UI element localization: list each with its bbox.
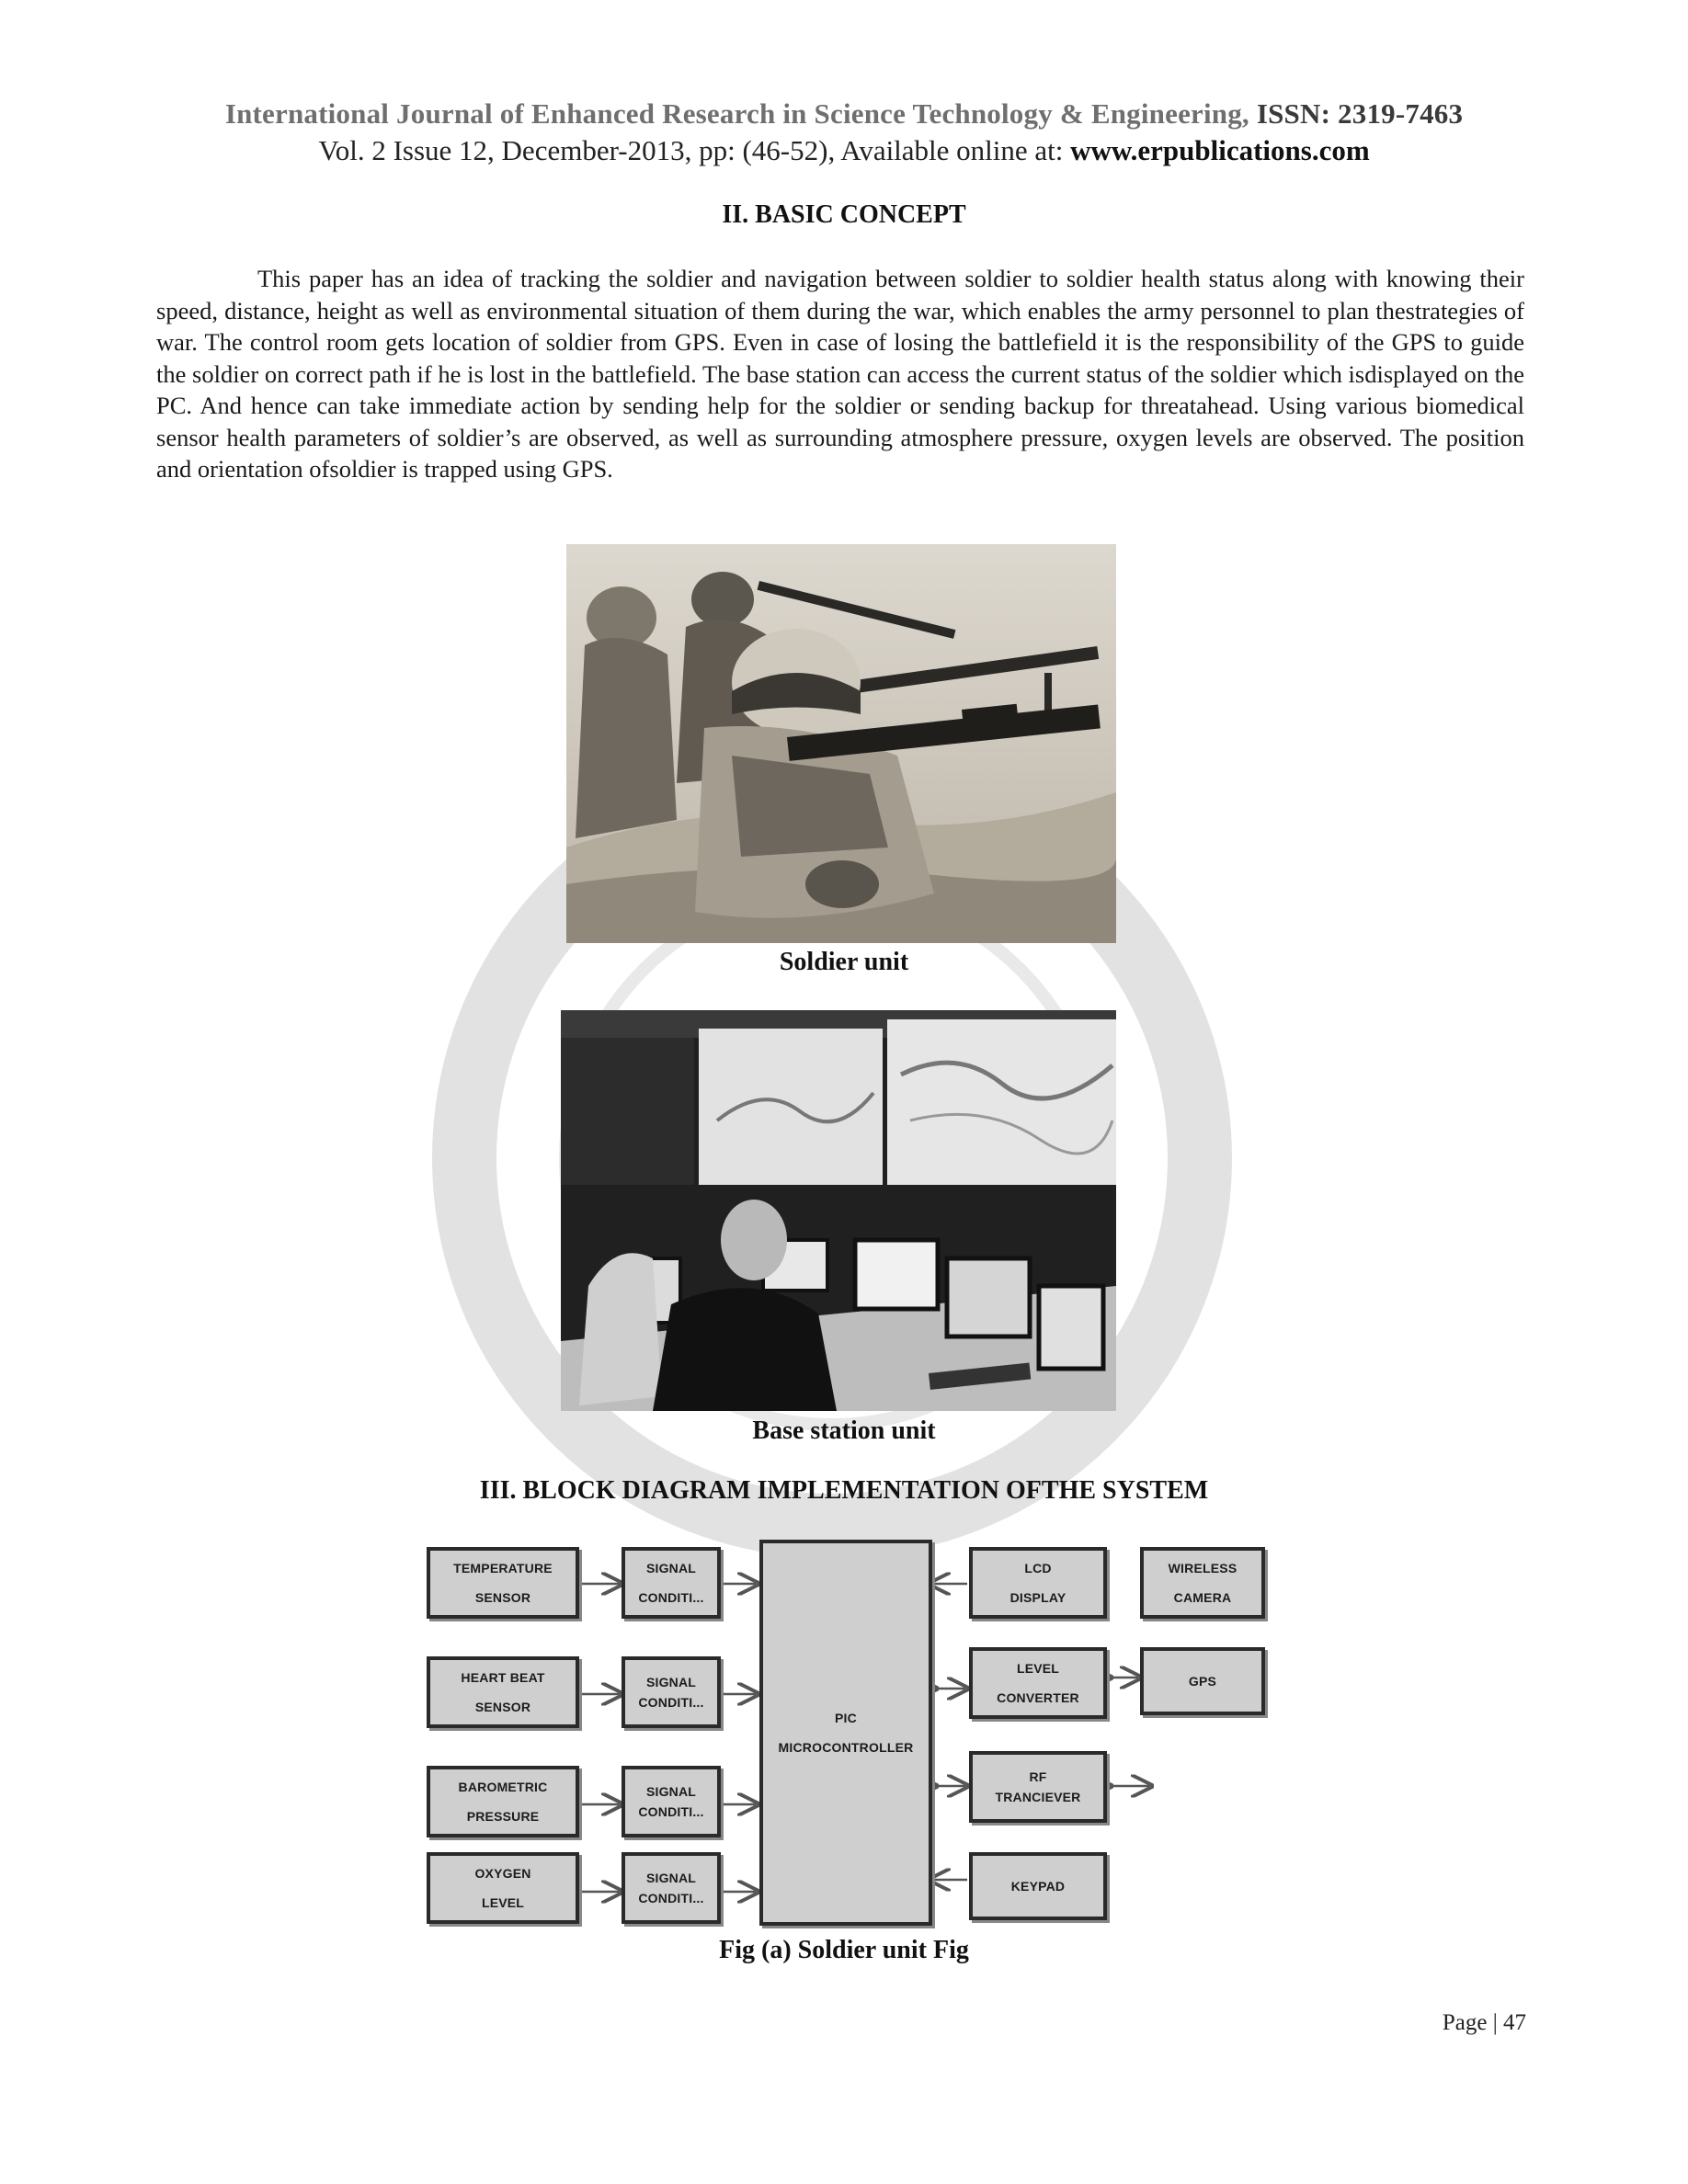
temperature-sensor-block: TEMPERATURE SENSOR	[427, 1547, 579, 1619]
oxygen-level-block: OXYGEN LEVEL	[427, 1852, 579, 1924]
level-converter-block: LEVEL CONVERTER	[969, 1647, 1107, 1719]
rf-transceiver-block: RF TRANCIEVER	[969, 1751, 1107, 1823]
volume-info: Vol. 2 Issue 12, December-2013, pp: (46-52), Available online at:	[318, 134, 1064, 166]
section-heading-basic-concept: II. BASIC CONCEPT	[722, 200, 966, 229]
signal-conditioner-block: SIGNAL CONDITI...	[622, 1547, 721, 1619]
section-heading-block-diagram: III. BLOCK DIAGRAM IMPLEMENTATION OFTHE SYSTEM	[479, 1476, 1209, 1505]
wireless-camera-block: WIRELESS CAMERA	[1140, 1547, 1265, 1619]
journal-name: International Journal of Enhanced Research in Science Technology & Engineering,	[224, 97, 1249, 130]
heart-beat-sensor-block: HEART BEAT SENSOR	[427, 1656, 579, 1728]
signal-conditioner-block: SIGNAL CONDITI...	[622, 1852, 721, 1924]
soldier-unit-block-diagram	[423, 1540, 1269, 1935]
block-diagram-caption: Fig (a) Soldier unit Fig	[719, 1936, 969, 1964]
lcd-display-block: LCD DISPLAY	[969, 1547, 1107, 1619]
soldier-unit-photo	[566, 544, 1116, 943]
journal-issn: ISSN: 2319-7463	[1256, 97, 1464, 130]
basic-concept-paragraph: This paper has an idea of tracking the soldier and navigation between soldier to soldier health status along with knowing their speed, distance, height as well as environmental situation of them during the war, which enables the army personnel to plan thestrategies of war. The control room gets location of soldier from GPS. Even in case of losing the battlefield it is the responsibility of the GPS to guide the soldier on correct path if he is lost in the battlefield. The base station can access the current status of the soldier which isdisplayed on the PC. And hence can take immediate action by sending help for the soldier or sending backup for threatahead. Using various biomedical sensor health parameters of soldier’s are observed, as well as surrounding atmosphere pressure, oxygen levels are observed. The position and orientation ofsoldier is trapped using GPS.	[156, 265, 1524, 483]
journal-title	[0, 97, 1688, 131]
signal-conditioner-block: SIGNAL CONDITI...	[622, 1656, 721, 1728]
soldier-unit-caption: Soldier unit	[779, 948, 909, 976]
barometric-pressure-block: BAROMETRIC PRESSURE	[427, 1766, 579, 1837]
base-station-caption: Base station unit	[752, 1416, 936, 1445]
page-number: Page | 47	[1442, 2010, 1526, 2035]
signal-conditioner-block: SIGNAL CONDITI...	[622, 1766, 721, 1837]
journal-website-link[interactable]: www.erpublications.com	[1070, 134, 1370, 166]
base-station-photo	[561, 1010, 1116, 1411]
pic-microcontroller-block: PIC MICROCONTROLLER	[759, 1540, 932, 1926]
journal-volume-line	[0, 134, 1688, 167]
keypad-block: KEYPAD	[969, 1852, 1107, 1920]
gps-block: GPS	[1140, 1647, 1265, 1715]
